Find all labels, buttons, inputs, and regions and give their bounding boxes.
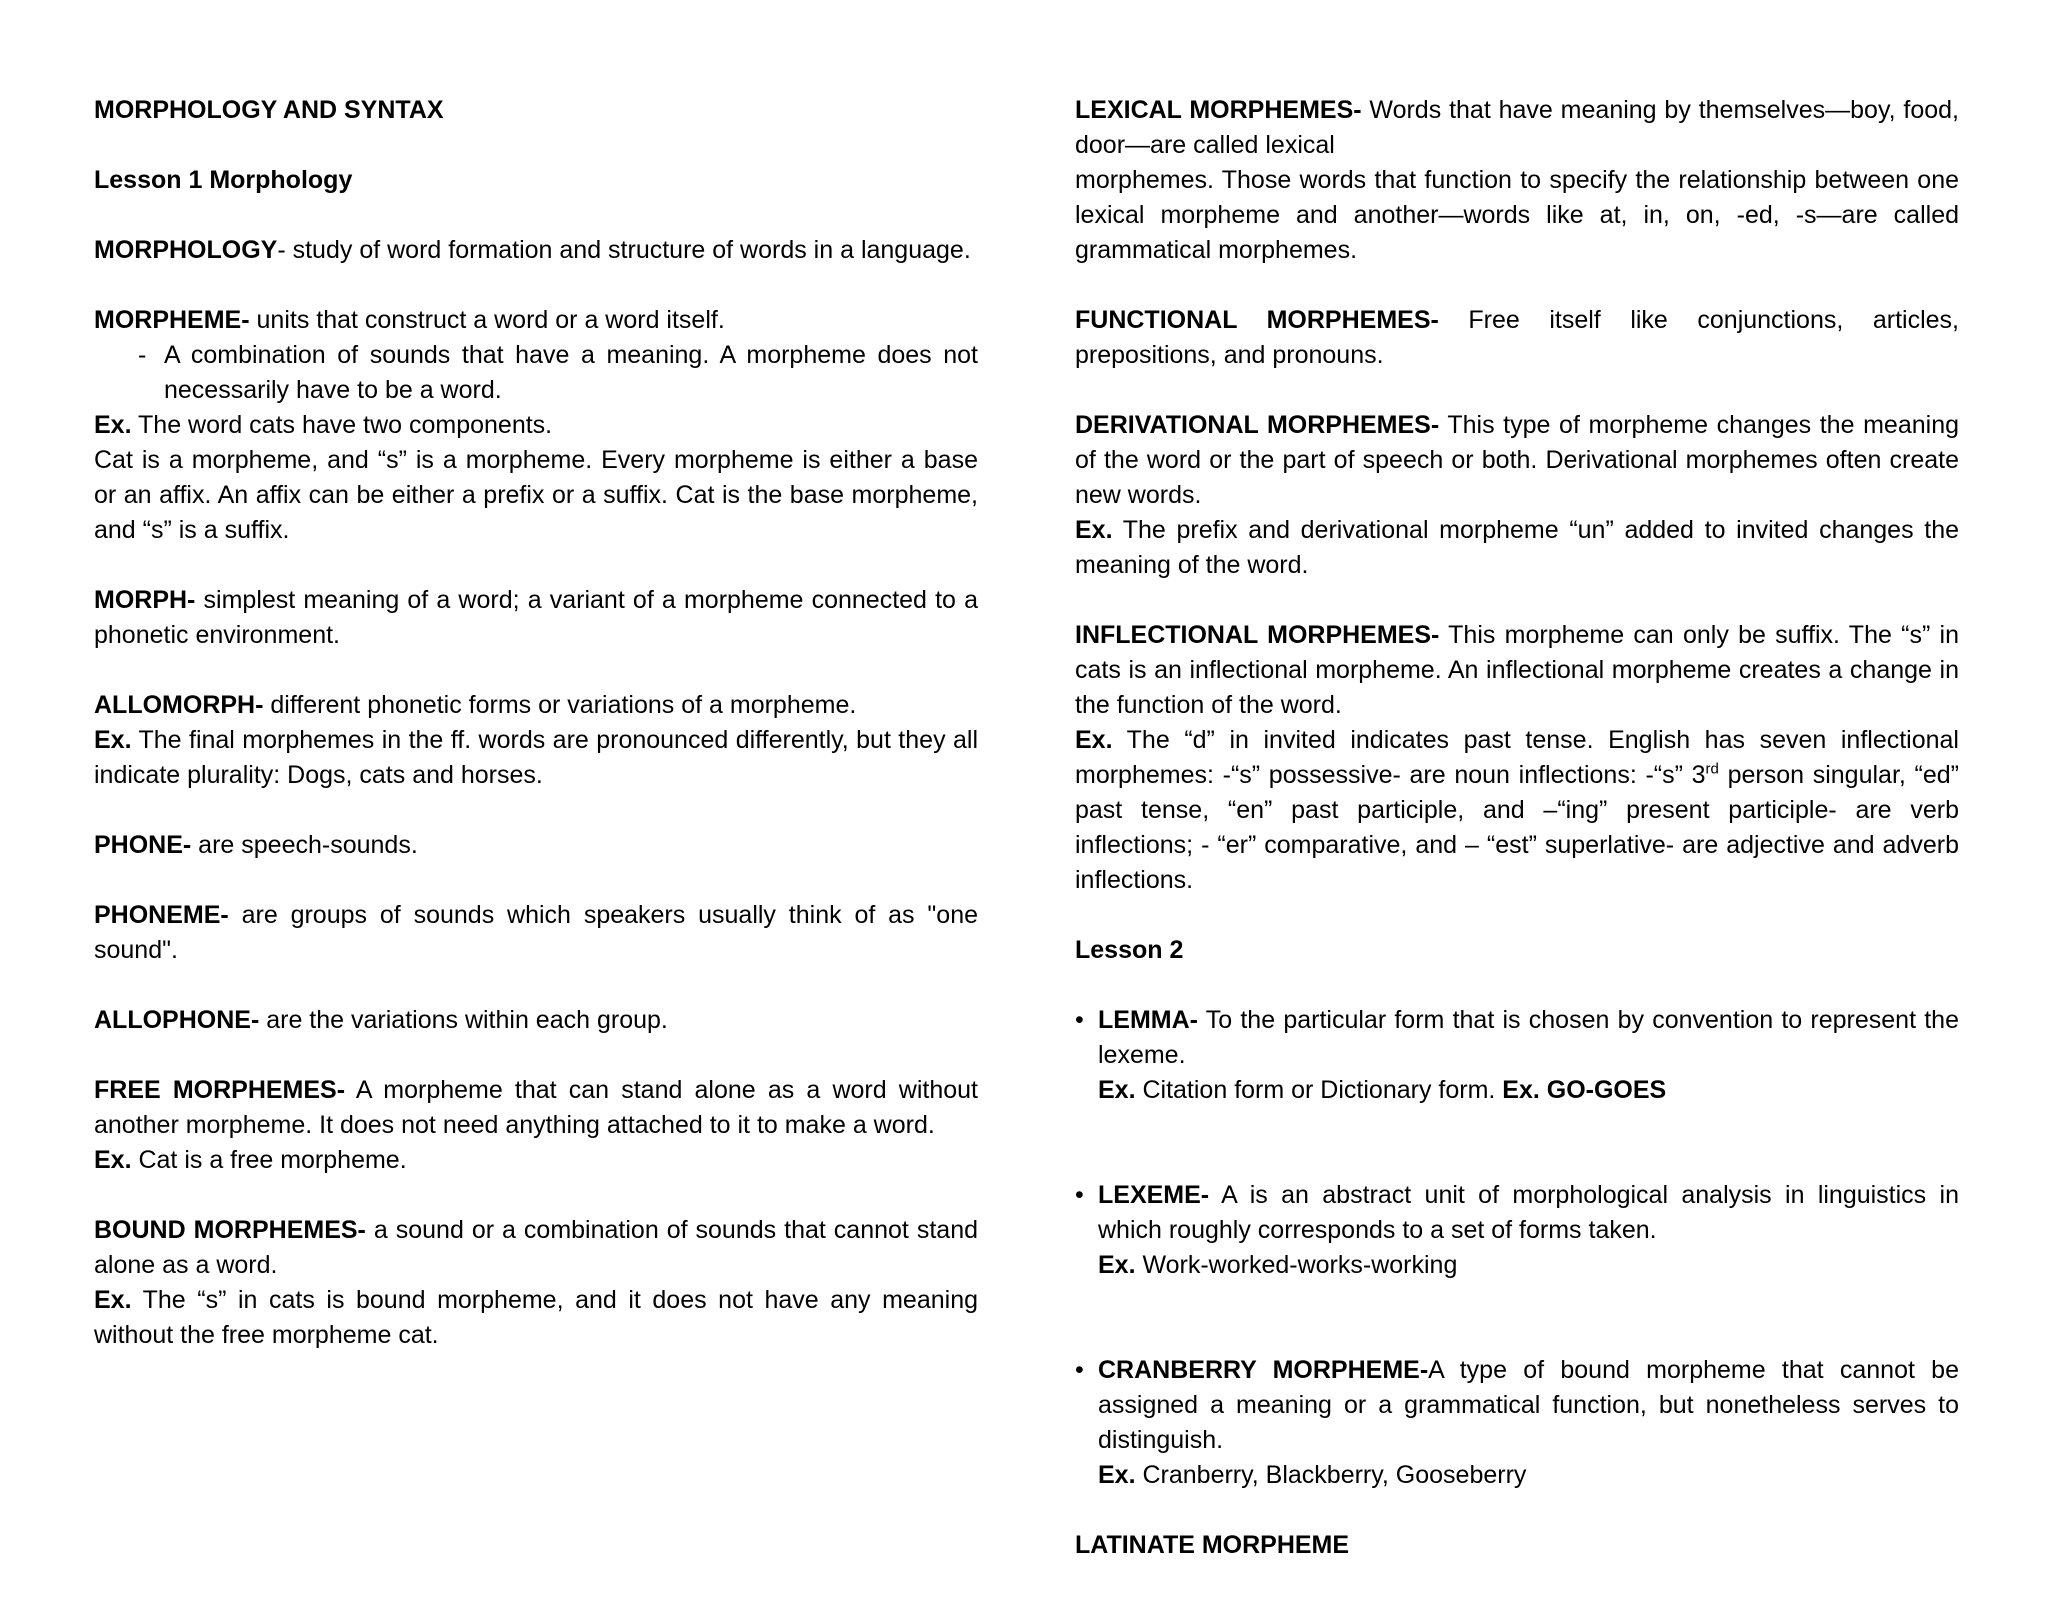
term-morpheme: MORPHEME- bbox=[94, 306, 250, 334]
bullet-item-lexeme bbox=[1075, 1178, 1959, 1283]
free-morphemes-example: Ex. Cat is a free morpheme. bbox=[94, 1146, 407, 1174]
bullet-icon: • bbox=[1075, 1006, 1084, 1034]
lemma-example: Ex. Citation form or Dictionary form. Ex. GO-GOES bbox=[1098, 1076, 1667, 1104]
derivational-morphemes-definition: DERIVATIONAL MORPHEMES- This type of morpheme changes the meaning of the word or the part of speech or both. Derivational morphemes often create new words. bbox=[1075, 411, 1960, 509]
lesson-1-heading: Lesson 1 Morphology bbox=[94, 166, 353, 194]
inflectional-morphemes-example: Ex. The “d” in invited indicates past tense. English has seven inflectional morphemes: -“s” possessive- are noun inflections: -“s” 3rd person singular, “ed” past tense, “en” past participle, and –“ing” present participle- are verb inflections; - “er” comparative, and – “est” superlative- are adjective and adverb inflections. bbox=[1075, 726, 1959, 894]
free-morphemes-definition: FREE MORPHEMES- A morpheme that can stand alone as a word without another morpheme. It does not need anything attached to it to make a word. bbox=[94, 1076, 978, 1139]
bullet-item-lemma bbox=[1075, 1003, 1959, 1108]
term-phone: PHONE- bbox=[94, 831, 192, 859]
term-morphology: MORPHOLOGY bbox=[94, 236, 278, 264]
lexical-morphemes-definition: LEXICAL MORPHEMES- Words that have meaning by themselves—boy, food, door—are called lexical bbox=[1075, 96, 1959, 159]
term-lexeme: LEXEME- bbox=[1098, 1181, 1210, 1209]
right-column bbox=[1075, 93, 1959, 1598]
example-label: Ex. bbox=[1098, 1076, 1136, 1104]
example-label: Ex. bbox=[1075, 726, 1113, 754]
morphology-text: - study of word formation and structure of words in a language. bbox=[277, 236, 971, 264]
term-lemma: LEMMA- bbox=[1098, 1006, 1198, 1034]
phoneme-definition: PHONEME- are groups of sounds which speakers usually think of as "one sound". bbox=[94, 901, 978, 964]
term-inflectional-morphemes: INFLECTIONAL MORPHEMES- bbox=[1075, 621, 1440, 649]
term-allomorph: ALLOMORPH- bbox=[94, 691, 264, 719]
inflectional-morphemes-definition: INFLECTIONAL MORPHEMES- This morpheme can only be suffix. The “s” in cats is an inflectional morpheme. An inflectional morpheme creates a change in the function of the word. bbox=[1075, 621, 1959, 719]
example-label: Ex. bbox=[1075, 516, 1113, 544]
example-label: Ex. bbox=[94, 411, 132, 439]
bound-morphemes-block bbox=[94, 1213, 978, 1353]
morphology-definition bbox=[94, 233, 978, 268]
left-column bbox=[94, 93, 978, 1388]
term-free-morphemes: FREE MORPHEMES- bbox=[94, 1076, 346, 1104]
morpheme-dash-item: - A combination of sounds that have a meaning. A morpheme does not necessarily have to be a word. bbox=[94, 338, 978, 408]
term-functional-morphemes: FUNCTIONAL MORPHEMES- bbox=[1075, 306, 1439, 334]
term-allophone: ALLOPHONE- bbox=[94, 1006, 260, 1034]
allophone-definition: ALLOPHONE- are the variations within each group. bbox=[94, 1006, 668, 1034]
bullet-item-cranberry bbox=[1075, 1353, 1959, 1493]
cranberry-definition: CRANBERRY MORPHEME-A type of bound morpheme that cannot be assigned a meaning or a grammatical function, but nonetheless serves to distinguish. bbox=[1098, 1356, 1959, 1454]
lemma-definition: LEMMA- To the particular form that is chosen by convention to represent the lexeme. bbox=[1098, 1006, 1959, 1069]
lexeme-definition: LEXEME- A is an abstract unit of morphological analysis in linguistics in which roughly corresponds to a set of forms taken. bbox=[1098, 1181, 1959, 1244]
lexeme-example: Ex. Work-worked-works-working bbox=[1098, 1251, 1458, 1279]
allomorph-block bbox=[94, 688, 978, 793]
term-lexical-morphemes: LEXICAL MORPHEMES- bbox=[1075, 96, 1362, 124]
inflectional-morphemes-block bbox=[1075, 618, 1959, 898]
example-label: Ex. bbox=[94, 1146, 132, 1174]
bound-morphemes-definition: BOUND MORPHEMES- a sound or a combination of sounds that cannot stand alone as a word. bbox=[94, 1216, 978, 1279]
latinate-morpheme-heading: LATINATE MORPHEME bbox=[1075, 1531, 1350, 1559]
morpheme-definition: MORPHEME- units that construct a word or a word itself. bbox=[94, 306, 725, 334]
derivational-morphemes-block bbox=[1075, 408, 1959, 583]
morpheme-body: Cat is a morpheme, and “s” is a morpheme. Every morpheme is either a base or an affix. An affix can be either a prefix or a suffix. Cat is the base morpheme, and “s” is a suffix. bbox=[94, 446, 978, 544]
example-label-go-goes: Ex. GO-GOES bbox=[1502, 1076, 1667, 1104]
term-morph: MORPH- bbox=[94, 586, 196, 614]
spacer bbox=[1075, 1143, 1959, 1178]
example-label: Ex. bbox=[1098, 1461, 1136, 1489]
derivational-morphemes-example: Ex. The prefix and derivational morpheme “un” added to invited changes the meaning of the word. bbox=[1075, 516, 1959, 579]
cranberry-example: Ex. Cranberry, Blackberry, Gooseberry bbox=[1098, 1461, 1527, 1489]
bullet-icon: • bbox=[1075, 1356, 1084, 1384]
morpheme-example: Ex. The word cats have two components. bbox=[94, 411, 553, 439]
term-bound-morphemes: BOUND MORPHEMES- bbox=[94, 1216, 366, 1244]
term-derivational-morphemes: DERIVATIONAL MORPHEMES- bbox=[1075, 411, 1440, 439]
example-label: Ex. bbox=[94, 1286, 132, 1314]
lexical-morphemes-block bbox=[1075, 93, 1959, 268]
example-label: Ex. bbox=[1098, 1251, 1136, 1279]
functional-morphemes-definition: FUNCTIONAL MORPHEMES- Free itself like conjunctions, articles, prepositions, and pronouns. bbox=[1075, 306, 1960, 369]
phone-definition: PHONE- are speech-sounds. bbox=[94, 831, 418, 859]
lesson-2-heading: Lesson 2 bbox=[1075, 936, 1184, 964]
bullet-icon: • bbox=[1075, 1181, 1084, 1209]
morph-definition: MORPH- simplest meaning of a word; a variant of a morpheme connected to a phonetic environment. bbox=[94, 586, 978, 649]
bound-morphemes-example: Ex. The “s” in cats is bound morpheme, and it does not have any meaning without the free morpheme cat. bbox=[94, 1286, 978, 1349]
allomorph-definition: ALLOMORPH- different phonetic forms or variations of a morpheme. bbox=[94, 691, 857, 719]
superscript-rd: rd bbox=[1705, 760, 1719, 778]
term-cranberry-morpheme: CRANBERRY MORPHEME- bbox=[1098, 1356, 1429, 1384]
spacer bbox=[1075, 1318, 1959, 1353]
morpheme-block bbox=[94, 303, 978, 548]
allomorph-example: Ex. The final morphemes in the ff. words are pronounced differently, but they all indicate plurality: Dogs, cats and horses. bbox=[94, 726, 978, 789]
dash-marker: - bbox=[138, 341, 147, 369]
lexical-morphemes-continued: morphemes. Those words that function to specify the relationship between one lexical morpheme and another—words like at, in, on, -ed, -s—are called grammatical morphemes. bbox=[1075, 166, 1959, 264]
free-morphemes-block bbox=[94, 1073, 978, 1178]
term-phoneme: PHONEME- bbox=[94, 901, 229, 929]
example-label: Ex. bbox=[94, 726, 132, 754]
document-title: MORPHOLOGY AND SYNTAX bbox=[94, 96, 444, 124]
